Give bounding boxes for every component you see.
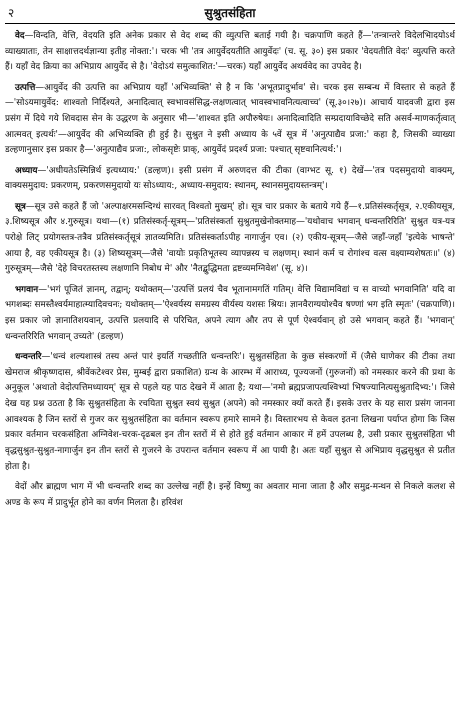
page-number: २ <box>8 6 15 20</box>
paragraph-text: —विन्दति, वेत्ति, वेदयति इति अनेक प्रकार से वेद शब्द की व्युत्पत्ति बताई गयी है। चक्रपाणि कहते हैं—'तन्त्रान्तरे विदेलभिादयोऽर्थ व्याख्याताः, तेन साक्षात्तदर्थज्ञान्या इतीह नोक्ता:'। चरक भी 'तत्र आयुर्वेदयतीति आयुर्वेदः' (च. सू. ३०) इस प्रकार 'वेदयतीति वेदः' व्युत्पत्ति करते हैं। यहाँ वेद क्रिया का अभिप्राय आयुर्वेद से है। 'वेदोऽयं समुत्काशित:'—चरक) यहाँ आयुर्वेद अथर्ववेद का उपवेद है। <box>5 31 455 73</box>
term-heading: वेद <box>15 31 25 41</box>
paragraph-bhagavan <box>5 283 455 346</box>
paragraph-text: —सूत्र उसे कहते हैं जो 'अल्पाक्षरमसन्दिग्धं सारवत् विश्वतो मुखम्' हो। सूत्र चार प्रकार के बताये गये हैं—१.प्रतिसंस्कर्तृसूत्र, २.एकीयसूत्र, ३.शिष्यसूत्र और ४.गुरुसूत्र। यथा—(१) प्रतिसंस्कर्तृ-सूत्रम्—'प्रतिसंस्कर्ता सुश्रुतमुखेनोक्तमाह—'यथोवाच भगवान् धन्वन्तरिरिति' सुश्रुत यत्र-यत्र परोक्षे लिट् प्रयोगस्तत्र-तत्रैव प्रतिसंस्कर्तृसूत्रं ज्ञातव्यमिति। प्रतिसंस्कर्ताऽपीह नागार्जुन एव। (२) एकीय-सूत्रम्—जैसे जहाँ-जहाँ 'इत्येके भाषन्ते' आया है, वह एकीयसूत्र है। (३) शिष्यसूत्रम्—जैसे 'वायोः प्रकृतिभूतस्य व्यापन्नस्य च लक्षणम्। स्थानं कर्म च रोगांश्च वत्स वक्ष्याम्यशेषतः॥' (४) गुरुसूत्रम्—जैसे 'देहे विचरतस्तस्य लक्षणानि निबोध मे' और 'नैतद्बुद्धिमता द्रष्टव्यमग्निवेश' (सू. ४)। <box>5 201 455 275</box>
paragraph-text: —'भगं पूजितं ज्ञानम्, तद्वान्; यथोक्तम्—'उत्पत्तिं प्रलयं चैव भूतानामगतिं गतिम्। वेत्ति विद्यामविद्यां च स वाच्यो भगवानिति' यदि वा भगशब्दः समस्तैश्वर्यमाहात्म्यादिवचनः; यथोक्तम्—'ऐश्वर्यस्य समग्रस्य वीर्यस्य यशसः श्रियः। ज्ञानवैराग्ययोश्चैव षण्णां भग इति स्मृतः' (चक्रपाणि)। इस प्रकार जो ज्ञानातिशयवान्, उत्पत्ति प्रलयादि से परिचित, अपने त्याग और तप से पूर्ण ऐश्वर्यवान् हो उसे भगवान् कहते हैं। 'भगवान्' धन्वन्तरिरिति भगवान् उच्यते' (डल्हण) <box>5 284 455 342</box>
header-rule <box>5 23 455 24</box>
term-heading: अध्याय <box>15 165 38 176</box>
paragraph-text: —आयुर्वेद की उत्पत्ति का अभिप्राय यहाँ 'अभिव्यक्ति' से है न कि 'अभूतप्रादुर्भाव' से। चरक इस सम्बन्ध में विस्तार से कहते हैं—'सोऽयमायुर्वेद: शाश्वतो निर्दिश्यते, अनादित्वात् स्वभावसंसिद्ध-लक्षणत्वात् भावस्वभावनित्यत्वाच्च' (सू.३०।२७)। आचार्य यादवजी द्वारा इस प्रसंग में दिये गये शिवदास सेन के उद्धरण के अनुसार भी—'शाश्वत इति अपौरुषेयः। अनादित्वादिति सम्प्रदायाविच्छेदे सति असर्व-माणकर्तृत्वात् आत्मवत् इत्यर्थः'—आयुर्वेद की अभिव्यक्ति ही हुई है। सुश्रुत ने इसी अध्याय के ५वें सूत्र में 'अनुत्पाद्यैव प्रजा:' कहा है, जिसकी व्याख्या डल्हणानुसार इस प्रकार है—'अनुत्पाद्यैव प्रजा:, लोकसृष्टेः प्राक्, आयुर्वेदं प्रदर्श्य प्रजा: पश्चात् सृष्टवानित्यर्थ:'। <box>5 82 455 156</box>
paragraph-vedas <box>5 480 455 511</box>
paragraph-veda <box>5 29 455 76</box>
paragraph-text: —'धन्वं शल्यशास्त्रं तस्य अन्तं पारं इयर्ति गच्छतीति धन्वन्तरिः'। सुश्रुतसंहिता के कुछ संस्करणों में (जैसे घाणेकर की टीका तथा खेमराज श्रीकृष्णदास, श्रीवेंकटेश्वर प्रेस, मुम्बई द्वारा प्रकाशित) ग्रन्थ के आरम्भ में आराध्य, पूज्यजनों (गुरुजनों) को नमस्कार करने की प्रथा के अनुकूल 'अथातो वेदोत्पत्तिमध्यायम्' सूत्र से पहले यह पाठ देखने में आता है; यथा—'नमो ब्रह्मप्रजापत्यश्विभ्यां भिषज्यानित्यसुश्रुतादिभ्य:'। जिसे देख यह प्रश्न उठता है कि सुश्रुतसंहिता के रचयिता सुश्रुत स्वयं सुश्रुत (अपने) को नमस्कार क्यों करते हैं। इसके उत्तर के यह सारा प्रसंग जानना आवश्यक है जिन स्तरों से गुजर कर सुश्रुतसंहिता का वर्तमान स्वरूप हमारे सामने है। विस्तारभय से केवल इतना लिखना पर्याप्त होगा कि जिस प्रकार वर्तमान चरकसंहिता अग्निवेश-चरक-दृढबल इन तीन स्तरों में से होते हुई वर्तमान आकार में हमें उपलब्ध है, उसी प्रकार सुश्रुतसंहिता भी वृद्धसुश्रुत-सुश्रुत-नागार्जुन इन तीन स्तरों से गुजरने के उपरान्त वर्तमान स्वरूप में आ पायी है। अतः यहाँ सुश्रुत से अभिप्राय वृद्धसुश्रुत से प्रतीत होता है। <box>5 351 455 472</box>
term-heading: भगवान <box>15 284 39 295</box>
term-heading: उत्पत्ति <box>15 82 36 93</box>
page-header <box>5 4 455 20</box>
term-heading: सूत्र <box>15 201 26 212</box>
term-heading: धन्वन्तरि <box>15 351 42 362</box>
paragraph-sutra <box>5 200 455 279</box>
paragraph-text: —'अधीयतेऽस्मिन्निर्थ इत्यध्याय:' (डल्हण)। इसी प्रसंग में अरुणदत्त की टीका (वाग्भट सू. १) देखें—'तत्र पदसमुदायो वाक्यम्, वाक्यसमुदाय: प्रकरणम्, प्रकरणसमुदायो यः सोऽध्याय:, अध्याय-समुदाय: स्थानम्, स्थानसमुदायस्तन्त्रम्'। <box>5 165 455 192</box>
running-title: सुश्रुतसंहिता <box>204 6 256 20</box>
paragraph-dhanvantari <box>5 350 455 476</box>
paragraph-text: वेदों और ब्राह्मण भाग में भी धन्वन्तरि शब्द का उल्लेख नहीं है। इन्हें विष्णु का अवतार माना जाता है और समुद्र-मन्थन से निकले कलश से अण्ड के रूप में प्रादुर्भूत होने का वर्णन मिलता है। हरिवंश <box>5 481 455 508</box>
paragraph-adhyaya <box>5 164 455 195</box>
paragraph-utpatti <box>5 81 455 160</box>
